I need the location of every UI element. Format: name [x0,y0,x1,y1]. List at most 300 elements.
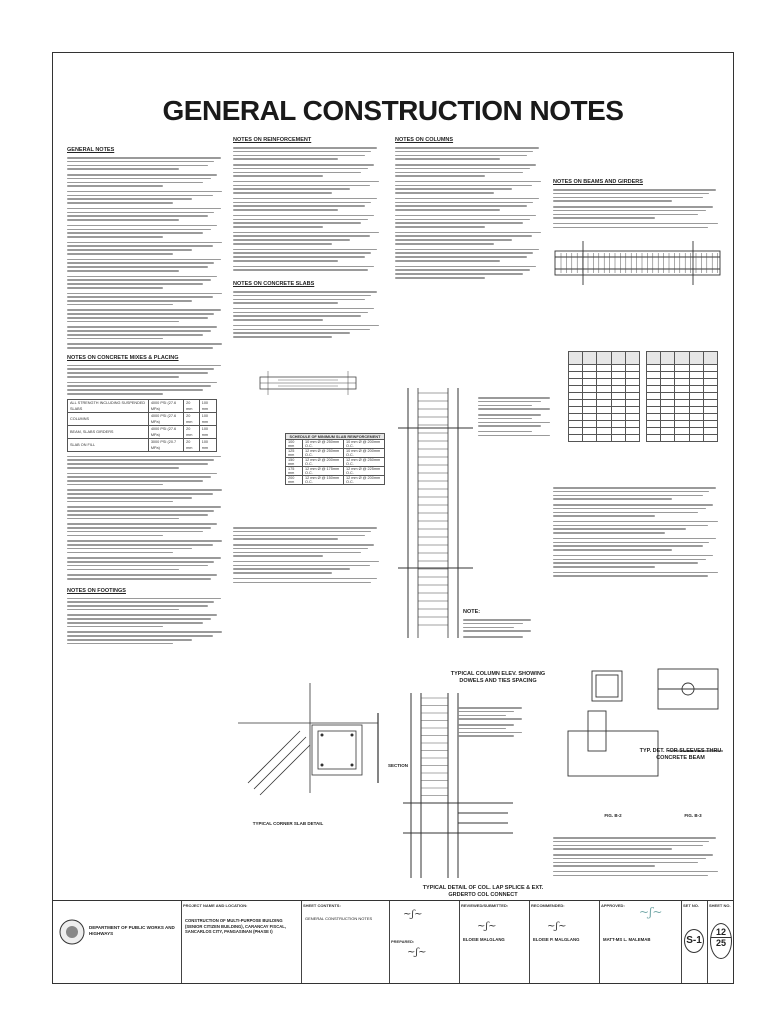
table-cell: 12 mm Ø @ 225mm O.C. [343,467,384,476]
table-cell [625,435,639,442]
text-line [458,707,522,709]
text-line [395,198,539,200]
table-row [569,414,640,421]
column-note-heading: NOTE: [463,609,481,615]
text-line [233,232,379,234]
text-line [233,315,361,317]
text-line [67,215,208,217]
text-line [233,164,374,166]
table-row [569,386,640,393]
approved-signature: ~ʃ~ [639,905,663,919]
text-line [478,431,532,433]
text-line [233,531,371,533]
table-cell [597,400,611,407]
text-line [67,161,214,163]
approver-name: MATT-MS L. MALEMAB [603,937,651,942]
table-cell [597,386,611,393]
table-cell: 4000 PSI (27.6 MPa) [148,412,183,425]
text-line [67,242,222,244]
text-line [233,219,368,221]
text-line [233,235,370,237]
text-line [553,193,709,195]
table-cell [675,393,689,400]
text-line [553,197,703,199]
text-line [233,249,377,251]
table-row [569,352,640,365]
table-cell [583,435,597,442]
text-line [67,326,217,328]
text-line [395,147,539,149]
column-note-block [463,603,548,640]
text-line [67,393,163,395]
text-line [67,236,163,238]
recommended-signature: ~ʃ~ [547,921,567,932]
text-line [67,191,222,193]
table-cell [569,407,583,414]
table-cell [625,365,639,372]
table-cell [611,386,625,393]
column-elev-notes [478,393,568,438]
table-cell [569,393,583,400]
text-line [67,338,163,340]
table-cell [661,428,675,435]
reinforcement-column [233,131,383,340]
text-line [67,229,211,231]
table-cell: 20 mm [184,399,200,412]
table-cell: 12 mm Ø @ 250mm O.C. [343,458,384,467]
sheet-total-value: 25 [715,938,726,948]
text-line [553,504,713,506]
table-row [647,352,718,365]
text-line [67,463,208,465]
concrete-slabs-heading: NOTES ON CONCRETE SLABS [233,280,315,287]
table-cell: 100 mm [199,399,216,412]
table-cell [689,393,703,400]
reviewed-label: REVIEWED/SUBMITTED: [461,903,509,908]
text-line [553,858,706,860]
table-cell [675,421,689,428]
table-cell: 20 mm [184,438,200,451]
text-line [233,572,332,574]
text-line [67,476,211,478]
text-line [553,837,716,839]
text-line [233,239,350,241]
table-cell: 20 mm [184,425,200,438]
table-cell [661,386,675,393]
sheet-no-circle [710,923,732,959]
text-line [67,198,192,200]
text-line [233,168,368,170]
table-cell [647,428,661,435]
text-line [67,309,221,311]
table-cell [569,428,583,435]
table-cell [661,421,675,428]
table-cell: 3000 PSI (20.7 MPa) [148,438,183,451]
text-line [233,538,338,540]
text-line [458,724,514,726]
table-cell [703,379,717,386]
text-line [458,735,514,737]
lap-splice-notes [458,703,538,739]
text-line [67,643,173,645]
table-cell: 12 mm Ø @ 200mm O.C. [302,458,343,467]
text-line [553,845,703,847]
beams-girders-heading: NOTES ON BEAMS AND GIRDERS [553,179,643,185]
text-line [233,319,323,321]
reviewed-signature: ~ʃ~ [477,921,497,932]
text-line [553,227,708,229]
concrete-strength-table [67,399,217,452]
general-notes-heading: GENERAL NOTES [67,147,115,153]
text-line [233,243,332,245]
prepared-signature-2: ~ʃ~ [407,947,427,958]
table-row [286,467,385,476]
beams-notes-bottom [553,833,723,878]
text-line [395,185,532,187]
table-row [569,421,640,428]
text-line [395,273,523,275]
text-line [553,875,708,877]
text-line [478,425,541,427]
table-row [647,393,718,400]
table-row [569,407,640,414]
table-cell: 150 mm [286,458,303,467]
table-row [286,458,385,467]
table-row [68,425,217,438]
table-cell [647,352,661,365]
table-cell [611,393,625,400]
table-cell [675,379,689,386]
text-line [395,260,500,262]
table-cell [611,400,625,407]
text-line [67,225,217,227]
text-line [553,555,713,557]
table-cell [625,421,639,428]
table-row [647,365,718,372]
text-line [67,304,173,306]
text-line [553,210,706,212]
text-line [395,202,533,204]
text-line [67,484,163,486]
table-cell [611,407,625,414]
table-cell [689,428,703,435]
fig-b3-caption: FIG. B-3 [684,813,702,818]
text-line [67,605,208,607]
text-line [553,521,718,523]
project-label: PROJECT NAME AND LOCATION: [183,903,248,908]
text-line [395,266,536,268]
text-line [67,527,211,529]
text-line [233,561,379,563]
text-line [67,219,179,221]
text-line [233,188,350,190]
text-line [553,545,703,547]
text-line [67,497,192,499]
text-line [67,548,192,550]
table-cell [703,365,717,372]
table-cell [647,372,661,379]
table-cell [647,386,661,393]
table-row [286,476,385,485]
table-cell: 20 mm [184,412,200,425]
slab-notes-lower-text [233,527,383,583]
table-cell: 10 mm Ø @ 200mm O.C. [343,440,384,449]
table-cell [647,407,661,414]
text-line [395,158,500,160]
table-cell [597,421,611,428]
text-line [67,598,221,600]
text-line [395,172,523,174]
text-line [553,572,718,574]
text-line [395,222,523,224]
table-cell [597,428,611,435]
text-line [67,343,222,345]
text-line [553,562,698,564]
beams-notes-lower [553,483,723,579]
text-line [67,467,179,469]
table-cell [625,414,639,421]
text-line [463,627,514,629]
table-cell [583,352,597,365]
slab-table-header: SCHEDULE OF MINIMUM SLAB REINFORCEMENT [286,434,385,440]
text-line [458,715,506,717]
text-line [67,296,213,298]
text-line [233,260,338,262]
text-line [553,542,709,544]
sheet-no-cell [707,901,733,983]
table-cell [569,386,583,393]
text-line [233,332,350,334]
text-line [395,249,539,251]
text-line [67,459,214,461]
text-line [67,365,221,367]
table-cell [661,352,675,365]
sheet-no-value: 12 [711,927,731,938]
text-line [233,198,377,200]
table-row [569,428,640,435]
table-cell [597,414,611,421]
text-line [553,495,703,497]
table-cell [703,435,717,442]
columns-heading: NOTES ON COLUMNS [395,137,454,143]
table-cell: 175 mm [286,467,303,476]
table-cell [647,379,661,386]
text-line [553,200,672,202]
prepared-signature: ~ʃ~ [403,909,423,920]
text-line [478,418,532,420]
text-line [67,501,173,503]
text-line [67,259,221,261]
sleeves-caption: TYP. DET. FOR SLEEVES THRU CONCRETE BEAM [639,748,722,761]
table-cell [625,393,639,400]
table-row [647,400,718,407]
fig-b2-caption: FIG. B-2 [604,813,622,818]
table-cell [569,400,583,407]
text-line [233,568,350,570]
text-line [553,214,698,216]
text-line [67,313,214,315]
text-line [233,527,377,529]
table-cell [703,428,717,435]
text-line [67,276,217,278]
text-line [67,266,208,268]
text-line [395,235,532,237]
text-line [478,435,550,437]
table-cell [597,407,611,414]
text-line [463,630,531,632]
text-line [233,578,377,580]
text-line [67,531,203,533]
table-cell [703,421,717,428]
concrete-mixes-text [67,365,227,395]
table-cell [597,352,611,365]
text-line [67,330,211,332]
text-line [395,175,485,177]
beams-girders-text [553,189,723,228]
table-row [569,393,640,400]
table-row [68,438,217,451]
text-line [395,181,541,183]
text-line [233,252,371,254]
text-line [395,232,541,234]
table-cell [625,428,639,435]
table-row [647,407,718,414]
text-line [395,151,533,153]
approved-cell [599,901,682,983]
table-cell [625,400,639,407]
text-line [233,299,365,301]
text-line [67,518,179,520]
text-line [553,871,718,873]
text-line [233,312,368,314]
text-line [67,635,213,637]
section-caption: SECTION [387,763,408,768]
text-line [395,215,536,217]
text-line [553,223,718,225]
table-cell: SLAB ON FILL [68,438,149,451]
sheet-no-label: SHEET NO. [709,903,731,908]
table-cell [647,365,661,372]
text-line [67,506,221,508]
columns-notes-column [395,131,545,281]
table-cell [689,435,703,442]
text-line [553,848,672,850]
text-line [67,293,222,295]
text-line [67,178,211,180]
table-cell: COLUMNS [68,412,149,425]
table-cell [703,400,717,407]
text-line [553,515,655,517]
beam-table-right [646,351,718,442]
text-line [67,245,213,247]
text-line [67,473,217,475]
table-cell [689,365,703,372]
table-row [569,372,640,379]
text-line [233,192,332,194]
table-cell: 4000 PSI (27.6 MPa) [148,425,183,438]
text-line [553,532,665,534]
text-line [553,189,716,191]
text-line [67,540,222,542]
columns-text [395,147,545,279]
text-line [233,155,365,157]
text-line [67,317,208,319]
table-row [647,435,718,442]
text-line [67,514,208,516]
table-cell: 100 mm [199,425,216,438]
table-row [569,400,640,407]
table-cell [661,400,675,407]
text-line [395,277,485,279]
text-line [553,525,708,527]
text-line [67,249,192,251]
text-line [233,172,361,174]
text-line [67,334,203,336]
text-line [233,582,371,584]
text-line [458,711,514,713]
table-cell [661,393,675,400]
table-cell: 100 mm [286,440,303,449]
table-cell [675,352,689,365]
text-line [67,232,203,234]
project-name: CONSTRUCTION OF MULTI-PURPOSE BUILDING (SENIOR CITIZEN BUILDING), CARANCAY FISCAL, SANCARLOS CITY, PANGASINAN (PHASE I) [185,918,286,934]
table-cell [661,407,675,414]
text-line [67,389,203,391]
table-cell [597,379,611,386]
text-line [67,626,163,628]
text-line [67,253,173,255]
table-cell [675,365,689,372]
table-row [647,428,718,435]
corner-slab-caption: TYPICAL CORNER SLAB DETAIL [252,821,324,826]
table-cell [597,435,611,442]
text-line [395,269,530,271]
table-row [647,414,718,421]
reinforcement-text [233,147,383,271]
table-row [569,435,640,442]
text-line [67,212,214,214]
text-line [395,192,494,194]
table-cell [583,421,597,428]
page-title: GENERAL CONSTRUCTION NOTES [162,95,624,126]
table-cell [675,400,689,407]
agency-name: DEPARTMENT OF PUBLIC WORKS AND HIGHWAYS [89,925,175,936]
text-line [233,205,365,207]
table-cell: BEAM, SLABS GIRDERS [68,425,149,438]
text-line [233,185,370,187]
text-line [233,308,374,310]
text-line [67,552,173,554]
table-cell [569,372,583,379]
table-cell [597,372,611,379]
agency-cell [53,901,182,983]
text-line [67,510,214,512]
text-line [395,226,485,228]
text-line [67,270,179,272]
text-line [395,164,536,166]
table-cell [703,407,717,414]
text-line [233,209,338,211]
text-line [233,226,323,228]
concrete-mixes-text-2 [67,456,227,580]
table-cell [625,379,639,386]
reviewed-cell [459,901,530,983]
table-cell: 10 mm Ø @ 250mm O.C. [302,440,343,449]
text-line [67,614,217,616]
table-cell: 10 mm Ø @ 200mm O.C. [343,449,384,458]
table-cell [583,372,597,379]
text-line [458,732,522,734]
